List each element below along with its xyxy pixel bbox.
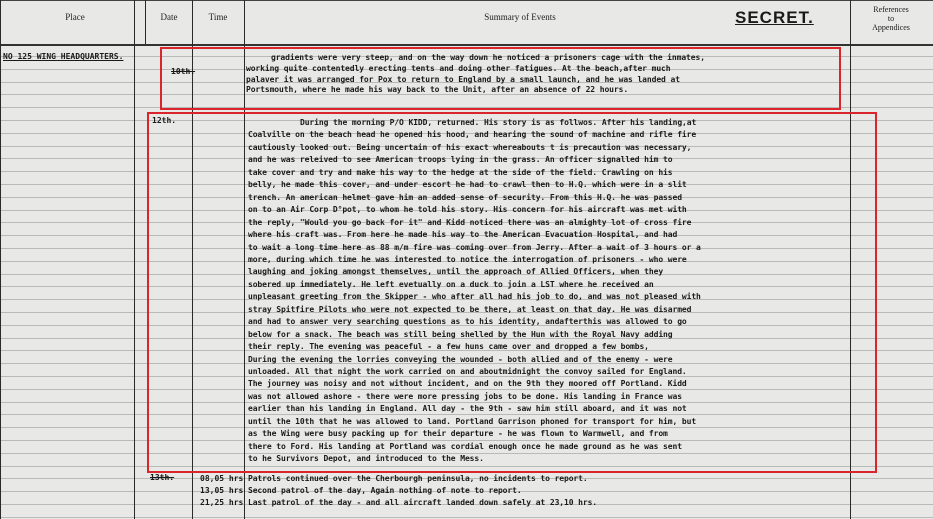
diary-text-line: sobered up immediately. He left evetually on a duck to join a LST where he received an	[248, 279, 654, 289]
column-line	[145, 0, 146, 44]
diary-text-line: where his craft was. From here he made his way to the American Evacuation Hospital, and had	[248, 230, 678, 240]
top-border	[0, 0, 933, 1]
diary-text-line: unpleasant greeting from the Skipper - who after all had his job to do, and was not pleased with	[248, 292, 701, 302]
diary-text-line: Patrols continued over the Cherbourgh peninsula, no incidents to report.	[248, 474, 588, 483]
diary-text-line: laughing and joking amongst themselves, until the approach of Allied Officers, when they	[248, 267, 664, 277]
header-date: Date	[160, 12, 178, 22]
diary-text-line: take cover and try and make his way to the hedge at the side of the field. Crawling on his	[248, 167, 673, 177]
diary-text-line: belly, he made this cover, and under escort he had to crawl then to H.Q. which were in a slit	[248, 180, 687, 190]
diary-text-line: below for a snack. The beach was still being shelled by the Hun with the Royal Navy adding	[248, 329, 673, 339]
diary-text-line: there to Ford. His landing at Portland was cordial enough once he made ground as he was sent	[248, 441, 682, 451]
highlight-box-1	[160, 47, 841, 110]
diary-text-line: on to an Air Corp D°pot, to whom he told his story. His concern for his aircraft was met with	[248, 205, 687, 215]
diary-text-line: Coalville on the beach head he opened his hood, and hearing the sound of machine and rifle fire	[248, 130, 697, 140]
header-place: Place	[65, 12, 85, 22]
diary-text-line: stray Spitfire Pilots who were not expected to be there, at least on that day. He was disarmed	[248, 304, 692, 314]
diary-text-line: The journey was noisy and not without incident, and on the 9th they moored off Portland. Kidd	[248, 379, 687, 389]
diary-text-line: Portsmouth, where he made his way back to the Unit, after an absence of 22 hours.	[246, 85, 629, 95]
diary-text-line: their reply. The evening was peaceful - a few huns came over and dropped a few bombs,	[248, 342, 649, 352]
date-entry: 12th.	[152, 116, 177, 125]
ruled-line	[0, 517, 933, 518]
column-line	[0, 0, 1, 519]
time-entry: 13,05 hrs	[200, 486, 244, 495]
diary-text-line: gradients were very steep, and on the way down he noticed a prisoners cage with the inmates,	[271, 53, 705, 62]
header-divider	[0, 44, 933, 46]
highlight-box-2	[147, 112, 877, 473]
diary-text-line: Last patrol of the day - and all aircraft landed down safely at 23,10 hrs.	[248, 498, 598, 507]
diary-text-line: Second patrol of the day, Again nothing of note to report.	[248, 486, 522, 495]
date-entry: 10th.	[171, 67, 196, 76]
time-entry: 08,05 hrs	[200, 474, 244, 483]
diary-text-line: working quite contentedly erecting tents and doing other fatigues. At the beach,after much	[246, 63, 671, 73]
diary-text-line: until the 10th that he was allowed to land. Portland Garrison phoned for transport for him, but	[248, 416, 697, 426]
diary-text-line: to wait a long time here as 88 m/m fire was coming over from Jerry. After a wait of 3 hours or a	[248, 242, 701, 252]
date-entry: 13th.	[150, 473, 175, 482]
diary-text-line: more, during which time he was interested to notice the interrogation of prisoners - who were	[248, 254, 687, 264]
diary-text-line: earlier than his landing in England. All day - the 9th - saw him still aboard, and it was not	[248, 404, 687, 414]
column-line	[134, 0, 135, 519]
diary-text-line: During the evening the lorries conveying the wounded - both allied and of the enemy - were	[248, 354, 673, 364]
secret-stamp: SECRET.	[735, 8, 814, 27]
diary-text-line: cautiously looked out. Being uncertain of his exact whereabouts t is precaution was necessary,	[248, 142, 692, 152]
diary-text-line: to he Survivors Depot, and introduced to the Mess.	[248, 454, 484, 464]
place-entry: NO 125 WING HEADQUARTERS.	[3, 52, 124, 61]
diary-text-line: was not allowed ashore - there were more pressing jobs to be done. His landing in France was	[248, 391, 682, 401]
diary-text-line: trench. An american helmet gave him an added sense of security. From this H.Q. he was passed	[248, 192, 682, 202]
diary-text-line: and had to answer very searching questions as to his identity, andafterthis was allowed to go	[248, 317, 687, 327]
time-entry: 21,25 hrs	[200, 498, 244, 507]
header-summary: Summary of Events	[484, 12, 556, 22]
header-references-line: to	[887, 14, 895, 23]
diary-text-line: and he was releived to see American troops lying in the grass. An officer signalled him to	[248, 155, 673, 165]
diary-text-line: palaver it was arranged for Pox to return to England by a small launch, and he was landed at	[246, 74, 680, 84]
header-references	[852, 5, 930, 32]
header-references-line: Appendices	[872, 23, 910, 32]
diary-text-line: During the morning P/O KIDD, returned. His story is as follwos. After his landing,at	[300, 118, 697, 127]
header-time: Time	[208, 12, 228, 22]
header-references-line: References	[873, 5, 909, 14]
diary-text-line: unloaded. All that night the work carried on and aboutmidnight the convoy sailed for England.	[248, 367, 687, 376]
diary-text-line: the reply, "Would you go back for it" and Kidd noticed there was an almighty lot of cross fire	[248, 217, 692, 227]
diary-text-line: as the Wing were busy packing up for their departure - he was flown to Warmwell, and from	[248, 429, 668, 439]
